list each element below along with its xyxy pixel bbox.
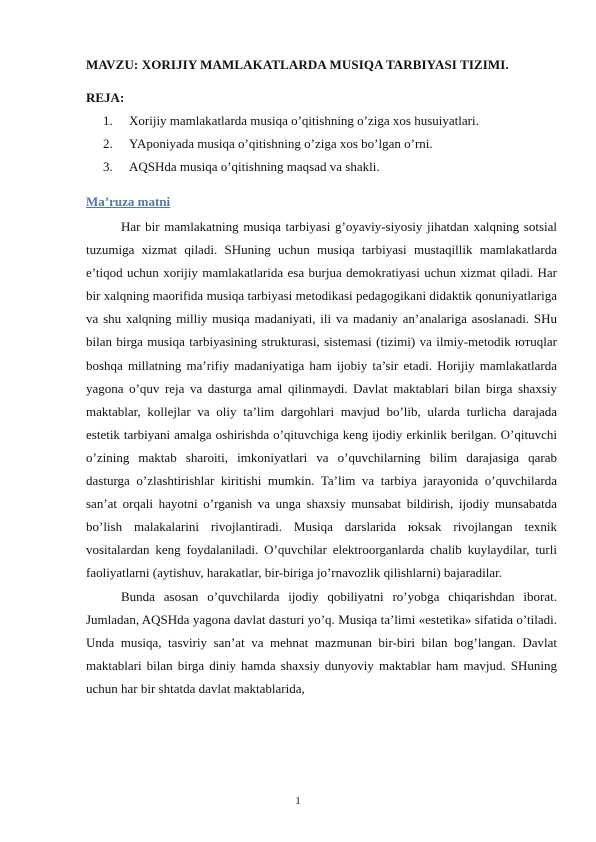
plan-item-text: YAponiyada musiqa o’qitishning o’ziga xos bo’lgan o’rni. (129, 136, 433, 151)
page-number: 1 (295, 795, 301, 807)
plan-item-number: 2. (103, 136, 113, 151)
plan-item (103, 159, 479, 182)
plan-label: REJA: (86, 90, 125, 105)
paragraph: Bunda asosan o’quvchilarda ijodiy qobiliyatni ro’yobga chiqarishdan iborat. Jumladan, AQSHda yagona davlat dasturi yo’q. Musiqa ta’limi «estetika» sifatida o’tiladi. Unda musiqa, tasviriy san’at va mehnat mazmunan bir-biri bilan bog’langan. Davlat maktablari bilan birga diniy hamda shaxsiy dunyoviy maktablar ham mavjud. SHuning uchun har bir shtatda davlat maktablarida, (86, 588, 557, 696)
paragraph: Har bir mamlakatning musiqa tarbiyasi g’oyaviy-siyosiy jihatdan xalqning sotsial tuzumiga xizmat qiladi. SHuning uchun musiqa tarbiyasi mustaqillik mamlakatlarda e’tiqod uchun xorijiy mamlakatlarida esa burjua demokratiyasi uchun xizmat qiladi. Har bir xalqning maorifida musiqa tarbiyasi metodikasi pedagogikani didaktik qonuniyatlariga va shu xalqning milliy musiqa madaniyati, ili va madaniy an’analariga asoslanadi. SHu bilan birga musiqa tarbiyasining strukturasi, sistemasi (tizimi) va ilmiy-metodik ютuqlar boshqa millatning ma’rifiy madaniyatiga ham ijobiy ta’sir etadi. Horijiy mamlakatlarda yagona o’quv reja va dasturga amal qilinmaydi. Davlat maktablari bilan birga shaxsiy maktablar, kollejlar va oliy ta’lim dargohlari mavjud bo’lib, ularda turlicha darajada estetik tarbiyani amalga oshirishda o’qituvchiga keng ijodiy erkinlik berilgan. O’qituvchi o’zining maktab sharoiti, imkoniyatlari va o’quvchilarning bilim darajasiga qarab dasturga o’zlashtirishlar kiritishi mumkin. Ta’lim va tarbiya jarayonida o’quvchilarda san’at orqali hayotni o’rganish va unga shaxsiy munsabat bildirish, ijodiy munsabatda bo’lish malakalarini rivojlantiradi. Musiqa darslarida юksak rivojlangan texnik vositalardan keng foydalaniladi. O’quvchilar elektroorganlarda chalib kuylaydilar, turli faoliyatlarni (aytishuv, harakatlar, bir-biriga jo’rnavozlik qilishlarni) bajaradilar. (86, 219, 557, 581)
plan-item-number: 3. (103, 159, 113, 174)
lecture-body (86, 215, 557, 700)
plan-item-number: 1. (103, 113, 113, 128)
plan-item-text: AQSHda musiqa o’qitishning maqsad va shakli. (129, 159, 380, 174)
section-heading: Ma’ruza matni (86, 194, 171, 209)
plan-list (103, 113, 479, 182)
document-title: MAVZU: XORIJIY MAMLAKATLARDA MUSIQA TARBIYASI TIZIMI. (86, 57, 509, 72)
plan-item-text: Xorijiy mamlakatlarda musiqa o’qitishning o’ziga xos husuiyatlari. (129, 113, 479, 128)
plan-item (103, 113, 479, 136)
plan-item (103, 136, 479, 159)
